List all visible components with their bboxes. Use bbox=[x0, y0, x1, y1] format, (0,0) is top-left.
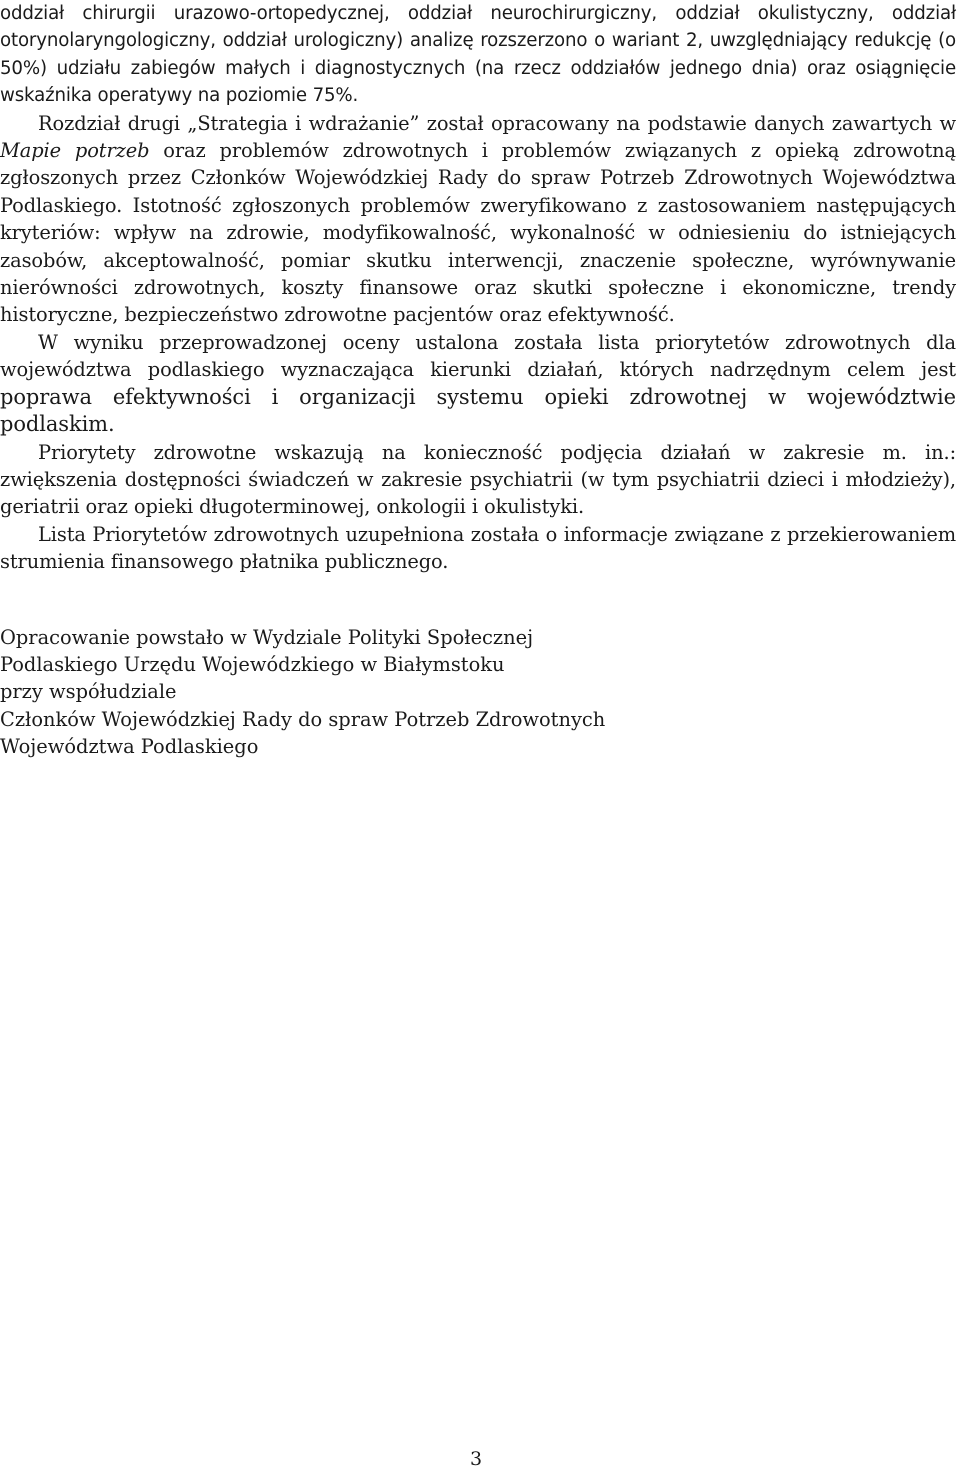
paragraph-text: W wyniku przeprowadzonej oceny ustalona została lista priorytetów zdrowotnych dla województwa podlaskiego wyznaczająca kierunki działań, których nadrzędnym celem jest bbox=[0, 330, 956, 382]
paragraph-list-supplement bbox=[0, 521, 956, 576]
credit-line: przy współudziale bbox=[0, 680, 177, 704]
paragraph-text: Priorytety zdrowotne wskazują na konieczność podjęcia działań w zakresie m. in.: zwiększenia dostępności świadczeń w zakresie psychiatrii (w tym psychiatrii dzieci i młodzieży), geriatrii oraz opieki długoterminowej, onkologii i okulistyki. bbox=[0, 440, 956, 519]
paragraph-priority-areas bbox=[0, 439, 956, 521]
paragraph-text: Rozdział drugi „Strategia i wdrażanie” został opracowany na podstawie danych zawartych w bbox=[38, 111, 956, 135]
paragraph-text: oraz problemów zdrowotnych i problemów związanych z opieką zdrowotną zgłoszonych przez Członków Wojewódzkiej Rady do spraw Potrzeb Zdrowotnych Województwa Podlaskiego. Istotność zgłoszonych problemów zweryfikowano z zastosowaniem następujących kryteriów: wpływ na zdrowie, modyfikowalność, wykonalność w odniesieniu do istniejących zasobów, akceptowalność, pomiar skutku interwencji, znaczenie społeczne, wyrównywanie nierówności zdrowotnych, koszty finansowe oraz skutki społeczne i ekonomiczne, trendy historyczne, bezpieczeństwo zdrowotne pacjentów oraz efektywność. bbox=[0, 139, 956, 327]
paragraph-emphasis-text: poprawa efektywności i organizacji systemu opieki zdrowotnej w województwie podlaskim. bbox=[0, 384, 956, 437]
paragraph-text: oddział chirurgii urazowo-ortopedycznej, oddział neurochirurgiczny, oddział okulistyczny, oddział otorynolaryngologiczny, oddział urologiczny) analizę rozszerzono o wariant 2, uwzględniający redukcję (o 50%) udziału zabiegów małych i diagnostycznych (na rzecz oddziałów jednego dnia) oraz osiągnięcie wskaźnika operatywy na poziomie 75%. bbox=[0, 3, 956, 107]
italic-term: Mapie potrzeb bbox=[0, 139, 150, 163]
credit-line: Opracowanie powstało w Wydziale Polityki Społecznej bbox=[0, 626, 534, 649]
paragraph-intro-continuation bbox=[0, 0, 956, 110]
paragraph-strategy-chapter bbox=[0, 110, 956, 329]
credit-line: Członków Wojewódzkiej Rady do spraw Potrzeb Zdrowotnych bbox=[0, 707, 606, 731]
credit-line: Podlaskiego Urzędu Wojewódzkiego w Białymstoku bbox=[0, 653, 505, 677]
page-number: 3 bbox=[470, 1448, 483, 1470]
body-text bbox=[0, 0, 956, 576]
authorship-note bbox=[0, 624, 700, 760]
paragraph-text: Lista Priorytetów zdrowotnych uzupełniona została o informacje związane z przekierowaniem strumienia finansowego płatnika publicznego. bbox=[0, 522, 956, 574]
paragraph-priorities-list bbox=[0, 329, 956, 439]
credit-line: Województwa Podlaskiego bbox=[0, 734, 259, 758]
